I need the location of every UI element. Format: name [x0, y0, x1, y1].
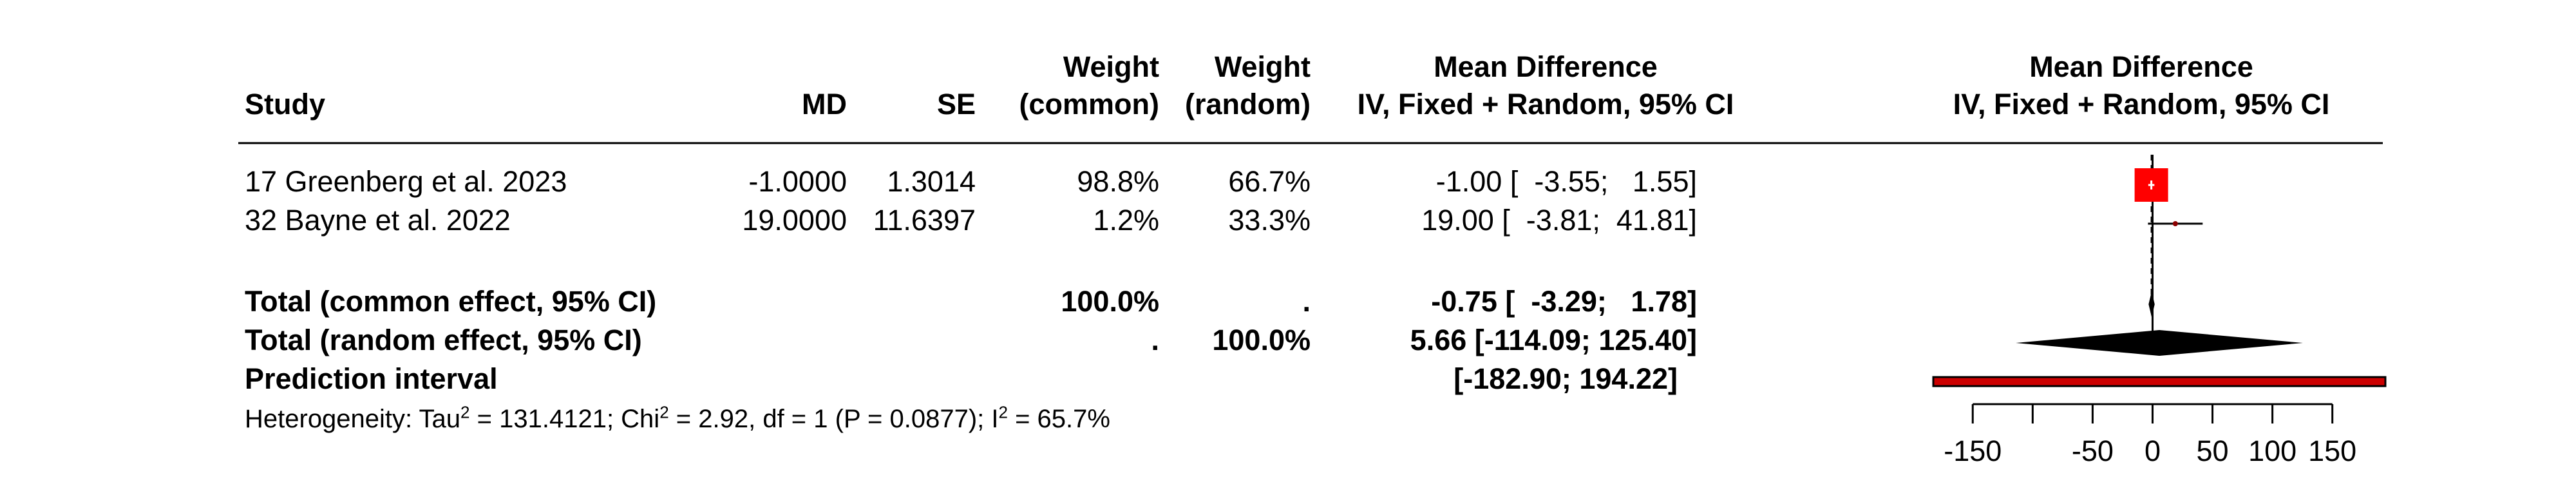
study-weight-random: 66.7%: [1228, 165, 1311, 198]
x-axis: [1944, 404, 2356, 467]
total-common-ci: -0.75 [ -3.29; 1.78]: [1431, 285, 1697, 318]
x-tick-label: 150: [2308, 434, 2357, 467]
study-ci: 19.00 [ -3.81; 41.81]: [1421, 204, 1697, 237]
study-se: 1.3014: [887, 165, 976, 198]
total-common-label: Total (common effect, 95% CI): [245, 285, 657, 318]
study-weight-random: 33.3%: [1228, 204, 1311, 237]
x-tick-label: 0: [2144, 434, 2161, 467]
study-name: 17 Greenberg et al. 2023: [245, 165, 567, 198]
x-tick-label: -50: [2071, 434, 2114, 467]
study-se: 11.6397: [873, 204, 976, 237]
x-tick-label: -150: [1944, 434, 2002, 467]
header-mean-diff-1: Mean Difference: [1434, 50, 1658, 83]
study-weight-common: 1.2%: [1093, 204, 1159, 237]
header-weight-random-1: Weight: [1214, 50, 1311, 83]
total-random-label: Total (random effect, 95% CI): [245, 324, 642, 356]
header-weight-common-1: Weight: [1063, 50, 1159, 83]
total-random-ci: 5.66 [-114.09; 125.40]: [1410, 324, 1697, 356]
plot-title-2: IV, Fixed + Random, 95% CI: [1953, 88, 2330, 121]
pooled-diamond-common: [2148, 291, 2154, 317]
study-weight-common: 98.8%: [1077, 165, 1159, 198]
prediction-interval-label: Prediction interval: [245, 362, 498, 395]
study-md: 19.0000: [742, 204, 847, 237]
study-name: 32 Bayne et al. 2022: [245, 204, 511, 237]
header-weight-random-2: (random): [1185, 88, 1311, 121]
x-tick-label: 100: [2248, 434, 2297, 467]
header-study: Study: [245, 88, 326, 121]
header-se: SE: [936, 88, 976, 121]
x-tick-label: 50: [2196, 434, 2229, 467]
pooled-diamond-random: [2016, 330, 2303, 356]
study-ci: -1.00 [ -3.55; 1.55]: [1435, 165, 1697, 198]
header-md: MD: [802, 88, 847, 121]
prediction-interval-ci: [-182.90; 194.22]: [1454, 362, 1678, 395]
header-mean-diff-2: IV, Fixed + Random, 95% CI: [1357, 88, 1734, 121]
total-random-weight-common: .: [1151, 324, 1159, 356]
total-common-weight-common: 100.0%: [1061, 285, 1159, 318]
heterogeneity-text: Heterogeneity: Tau$^2$ = 131.4121; Chi$^2$ = 2.92, df = 1 (P = 0.0877); $I^2 = 65.7\%$: [245, 402, 1110, 433]
header-weight-common-2: (common): [1019, 88, 1159, 121]
study-md: -1.0000: [748, 165, 847, 198]
study-point: [2173, 221, 2178, 226]
total-random-weight-random: 100.0%: [1212, 324, 1311, 356]
total-common-weight-random: .: [1302, 285, 1311, 318]
plot-title-1: Mean Difference: [2029, 50, 2253, 83]
prediction-interval-bar: [1933, 377, 2385, 386]
